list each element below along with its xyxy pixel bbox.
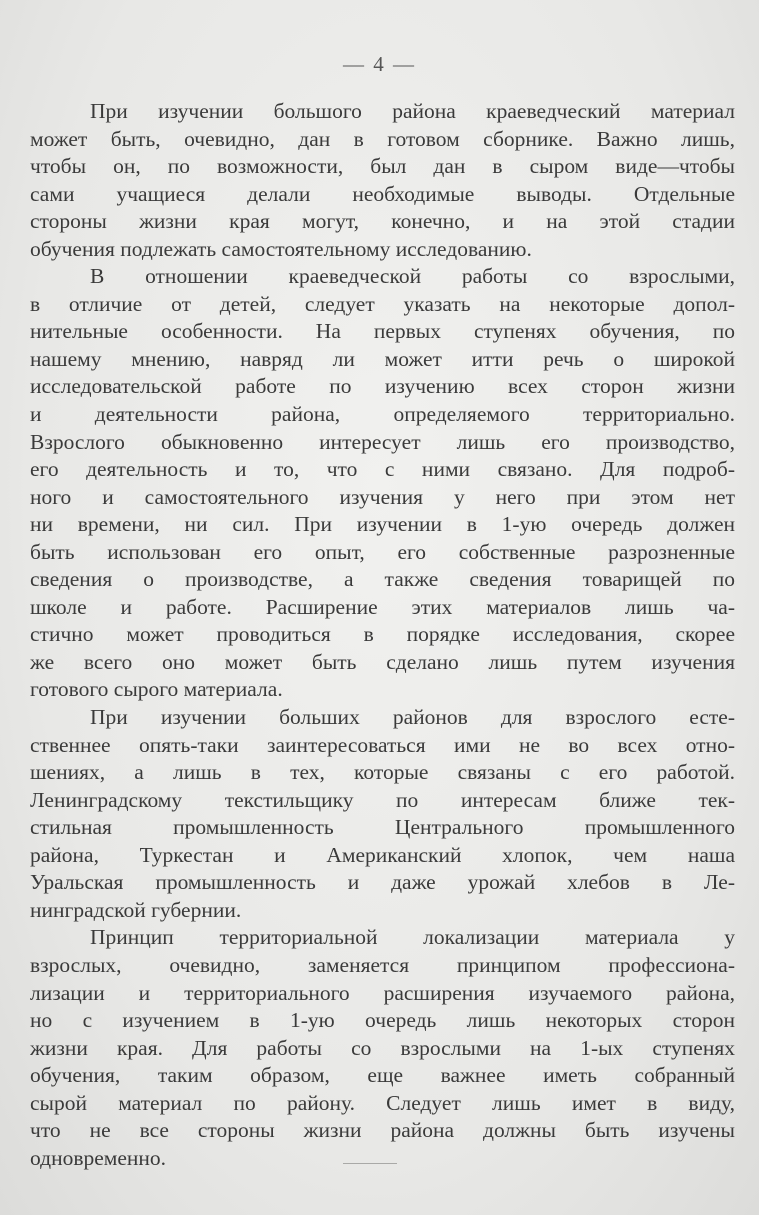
text-line: При изучении большого района краеведческий материал <box>90 99 735 123</box>
bottom-rule <box>343 1163 397 1164</box>
text-line: ного и самостоятельного изучения у него при этом нет <box>30 484 735 509</box>
text-line: В отношении краеведческой работы со взрослыми, <box>90 264 735 289</box>
text-line: стично может проводиться в порядке исследования, скорее <box>30 622 735 647</box>
page-number: — 4 — <box>343 52 416 76</box>
text-line: что не все стороны жизни района должны быть изучены <box>30 1118 735 1143</box>
text-line: исследовательской работе по изучению всех сторон жизни <box>30 374 735 399</box>
text-line: взрослых, очевидно, заменяется принципом профессиона- <box>30 952 735 977</box>
text-line: При изучении больших районов для взрослого есте- <box>90 705 735 730</box>
text-line: нашему мнению, навряд ли может итти речь о широкой <box>30 346 735 371</box>
text-line: Уральская промышленность и даже урожай хлебов в Ле- <box>30 870 735 895</box>
text-line: может быть, очевидно, дан в готовом сборнике. Важно лишь, <box>30 126 735 151</box>
text-line: в отличие от детей, следует указать на некоторые допол- <box>30 291 735 316</box>
text-line: Принцип территориальной локализации материала у <box>90 925 735 950</box>
text-line: шениях, а лишь в тех, которые связаны с его работой. <box>30 760 735 785</box>
text-line: школе и работе. Расширение этих материалов лишь ча- <box>30 594 735 619</box>
text-line: его деятельность и то, что с ними связано. Для подроб- <box>30 457 735 482</box>
text-line: стильная промышленность Центрального промышленного <box>30 815 735 840</box>
body-text <box>30 98 735 1172</box>
text-line: нинградской губернии. <box>30 897 242 922</box>
text-line: обучения, таким образом, еще важнее иметь собранный <box>30 1063 735 1088</box>
text-line: ственнее опять-таки заинтересоваться ими не во всех отно- <box>30 732 735 757</box>
text-line: готового сырого материала. <box>30 677 283 702</box>
text-line: стороны жизни края могут, конечно, и на этой стадии <box>30 209 735 234</box>
text-line: района, Туркестан и Американский хлопок, чем наша <box>30 842 735 867</box>
text-line: нительные особенности. На первых ступенях обучения, по <box>30 319 735 344</box>
text-line: же всего оно может быть сделано лишь путем изучения <box>30 649 735 674</box>
text-line: жизни края. Для работы со взрослыми на 1-ых ступенях <box>30 1035 735 1060</box>
text-line: сырой материал по району. Следует лишь имет в виду, <box>30 1090 735 1115</box>
text-line: сведения о производстве, а также сведения товарищей по <box>30 567 735 592</box>
text-line: чтобы он, по возможности, был дан в сыром виде—чтобы <box>30 154 735 179</box>
text-line: лизации и территориального расширения изучаемого района, <box>30 980 735 1005</box>
text-line: обучения подлежать самостоятельному исследованию. <box>30 236 532 261</box>
text-line: ни времени, ни сил. При изучении в 1-ую очередь должен <box>30 512 735 537</box>
text-line: Ленинградскому текстильщику по интересам ближе тек- <box>30 787 735 812</box>
text-line: и деятельности района, определяемого территориально. <box>30 402 735 427</box>
text-line: но с изучением в 1-ую очередь лишь некоторых сторон <box>30 1008 735 1033</box>
text-line: одновременно. <box>30 1145 167 1170</box>
text-line: быть использован его опыт, его собственные разрозненные <box>30 539 735 564</box>
text-line: Взрослого обыкновенно интересует лишь его производство, <box>30 429 735 454</box>
text-line: сами учащиеся делали необходимые выводы. Отдельные <box>30 181 735 206</box>
